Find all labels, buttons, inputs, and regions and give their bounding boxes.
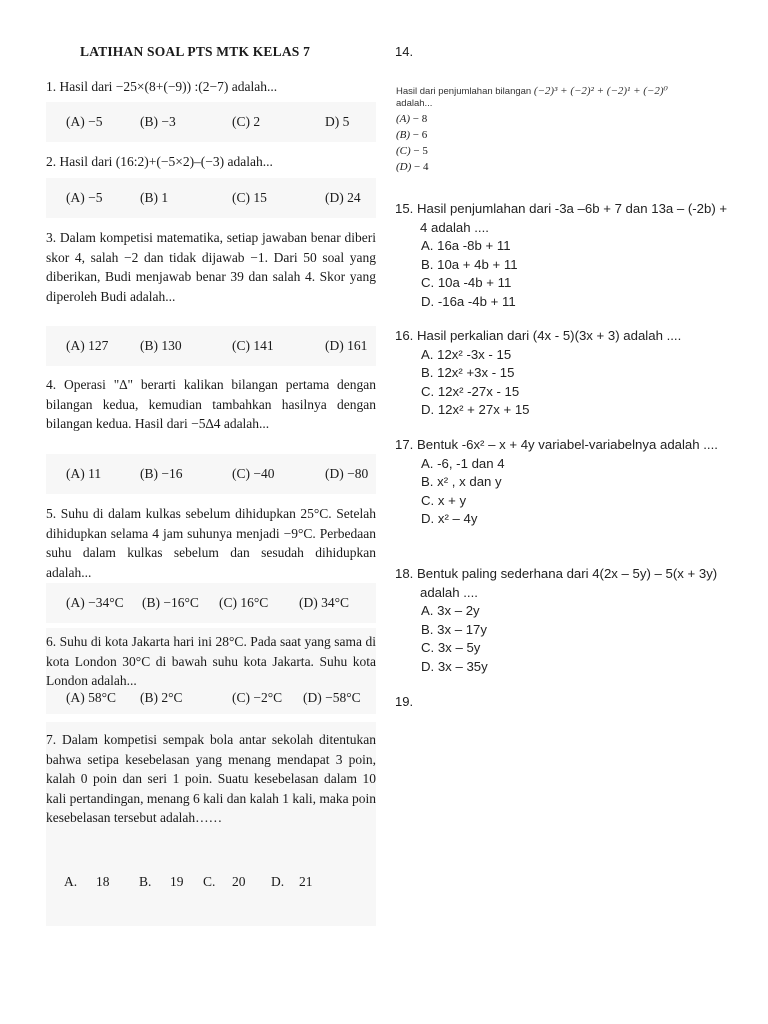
option-c: (C) 2 bbox=[232, 114, 261, 129]
question-14-prompt: Hasil dari penjumlahan bilangan bbox=[396, 86, 532, 97]
option-label: (D) bbox=[396, 161, 412, 173]
option-c: C. 10a -4b + 11 bbox=[421, 275, 512, 290]
option-d: D. x² – 4y bbox=[421, 511, 478, 526]
option-d-label: D. bbox=[271, 874, 285, 889]
question-14-option-a bbox=[396, 113, 427, 125]
question-16-stem: 16. Hasil perkalian dari (4x - 5)(3x + 3) adalah .... bbox=[395, 328, 682, 343]
question-14-option-d bbox=[396, 161, 429, 173]
option-d: D. 3x – 35y bbox=[421, 658, 488, 674]
option-label: (A) bbox=[396, 113, 411, 125]
option-b: (B) −16°C bbox=[142, 595, 199, 610]
question-14-suffix: adalah... bbox=[396, 98, 433, 109]
question-14-image bbox=[394, 78, 720, 182]
option-a-value: 18 bbox=[96, 874, 110, 889]
question-17-stem: 17. Bentuk -6x² – x + 4y variabel-variabelnya adalah .... bbox=[395, 437, 718, 452]
option-d: D) 5 bbox=[325, 114, 350, 129]
option-c: (C) 15 bbox=[232, 190, 267, 205]
question-14-expression: (−2)³ + (−2)² + (−2)¹ + (−2)⁰ bbox=[533, 85, 668, 97]
question-7: 7. Dalam kompetisi sempak bola antar sekolah ditentukan bahwa setipa kesebelasan yang menang mendapat 3 poin, kalah 0 poin dan seri 1 poin. Suatu kesebelasan dalam 10 kali pertandingan, menang 6 kali dan kalah 1 kali, maka poin kesebelasan tersebut adalah…… bbox=[46, 732, 376, 825]
option-c: (C) 141 bbox=[232, 338, 274, 353]
option-b: (B) −16 bbox=[140, 466, 183, 481]
option-c-label: C. bbox=[203, 874, 216, 889]
option-value: − 5 bbox=[413, 145, 428, 157]
question-4-options bbox=[46, 454, 376, 494]
option-c: (C) 16°C bbox=[219, 595, 269, 610]
option-b: B. x² , x dan y bbox=[421, 474, 502, 489]
option-a: (A) −34°C bbox=[66, 595, 124, 610]
question-15-stem: 15. Hasil penjumlahan dari -3a –6b + 7 dan 13a – (-2b) + 4 adalah .... bbox=[395, 201, 728, 235]
question-19-number: 19. bbox=[395, 694, 414, 709]
option-b: (B) 1 bbox=[140, 190, 169, 205]
option-a: (A) 127 bbox=[66, 338, 109, 353]
question-15 bbox=[395, 200, 735, 311]
option-a: A. 3x – 2y bbox=[421, 603, 480, 618]
option-d: (D) 34°C bbox=[299, 595, 350, 610]
option-value: − 4 bbox=[414, 161, 429, 173]
question-16 bbox=[395, 327, 735, 420]
option-a: (A) 58°C bbox=[66, 690, 117, 705]
option-c: (C) −2°C bbox=[232, 690, 283, 705]
option-label: (B) bbox=[396, 129, 411, 141]
question-18 bbox=[395, 565, 735, 676]
option-a: A. -6, -1 dan 4 bbox=[421, 455, 505, 471]
option-b: (B) 2°C bbox=[140, 690, 183, 705]
question-3: 3. Dalam kompetisi matematika, setiap jawaban benar diberi skor 4, salah −2 dan tidak dijawab −1. Dari 50 soal yang diberikan, Budi menjawab benar 39 dan salah 4. Skor yang diperoleh Budi adalah... bbox=[46, 230, 376, 304]
option-b-label: B. bbox=[139, 874, 152, 889]
question-1: 1. Hasil dari −25×(8+(−9)) :(2−7) adalah... bbox=[46, 79, 278, 94]
question-4: 4. Operasi "∆" berarti kalikan bilangan pertama dengan bilangan kedua, kemudian tambahkan hasilnya dengan bilangan kedua. Hasil dari −5∆4 adalah... bbox=[46, 377, 376, 431]
question-6-options bbox=[46, 682, 376, 722]
option-a: (A) −5 bbox=[66, 190, 103, 205]
question-5: 5. Suhu di dalam kulkas sebelum dihidupkan 25°C. Setelah dihidupkan selama 4 jam suhunya menjadi −9°C. Perbedaan suhu dalam kulkas sebelum dan sesudah dihidupkan adalah... bbox=[46, 506, 376, 580]
option-b: B. 10a + 4b + 11 bbox=[421, 256, 518, 272]
question-7-options bbox=[46, 862, 376, 902]
option-value: − 6 bbox=[412, 129, 428, 141]
question-3-options bbox=[46, 326, 376, 366]
question-6: 6. Suhu di kota Jakarta hari ini 28°C. Pada saat yang sama di kota London 30°C di bawah suhu kota Jakarta. Suhu kota London adalah... bbox=[46, 634, 376, 688]
option-d: (D) 24 bbox=[325, 190, 361, 205]
option-b: B. 3x – 17y bbox=[421, 621, 487, 637]
question-2: 2. Hasil dari (16:2)+(−5×2)–(−3) adalah... bbox=[46, 154, 273, 169]
option-d: (D) −58°C bbox=[303, 690, 361, 705]
option-c: (C) −40 bbox=[232, 466, 275, 481]
option-d: (D) 161 bbox=[325, 338, 368, 353]
option-d: (D) −80 bbox=[325, 466, 369, 481]
option-c-value: 20 bbox=[232, 874, 246, 889]
question-1-options bbox=[46, 102, 376, 142]
option-c: C. x + y bbox=[421, 492, 467, 508]
option-b: B. 12x² +3x - 15 bbox=[421, 365, 515, 380]
option-a: A. 12x² -3x - 15 bbox=[421, 346, 512, 362]
question-14-option-c bbox=[396, 145, 428, 157]
option-a: (A) −5 bbox=[66, 114, 103, 129]
option-value: − 8 bbox=[412, 113, 428, 125]
option-a: A. 16a -8b + 11 bbox=[421, 238, 511, 253]
page-title: LATIHAN SOAL PTS MTK KELAS 7 bbox=[80, 44, 311, 59]
question-2-options bbox=[46, 178, 376, 218]
option-a: (A) 11 bbox=[66, 466, 102, 481]
question-14-text bbox=[396, 84, 668, 97]
option-b: (B) 130 bbox=[140, 338, 182, 353]
question-5-options bbox=[46, 583, 376, 623]
option-d: D. -16a -4b + 11 bbox=[421, 293, 516, 309]
option-c: C. 3x – 5y bbox=[421, 640, 481, 655]
option-a-label: A. bbox=[64, 874, 78, 889]
option-c: C. 12x² -27x - 15 bbox=[421, 383, 520, 399]
question-17 bbox=[395, 436, 735, 529]
question-14-option-b bbox=[396, 129, 427, 141]
option-b-value: 19 bbox=[170, 874, 184, 889]
option-label: (C) bbox=[396, 145, 411, 157]
question-18-stem: 18. Bentuk paling sederhana dari 4(2x – 5y) – 5(x + 3y) adalah .... bbox=[395, 566, 718, 600]
option-b: (B) −3 bbox=[140, 114, 176, 129]
option-d: D. 12x² + 27x + 15 bbox=[421, 402, 530, 417]
question-14-number: 14. bbox=[395, 44, 414, 59]
option-d-value: 21 bbox=[299, 874, 313, 889]
